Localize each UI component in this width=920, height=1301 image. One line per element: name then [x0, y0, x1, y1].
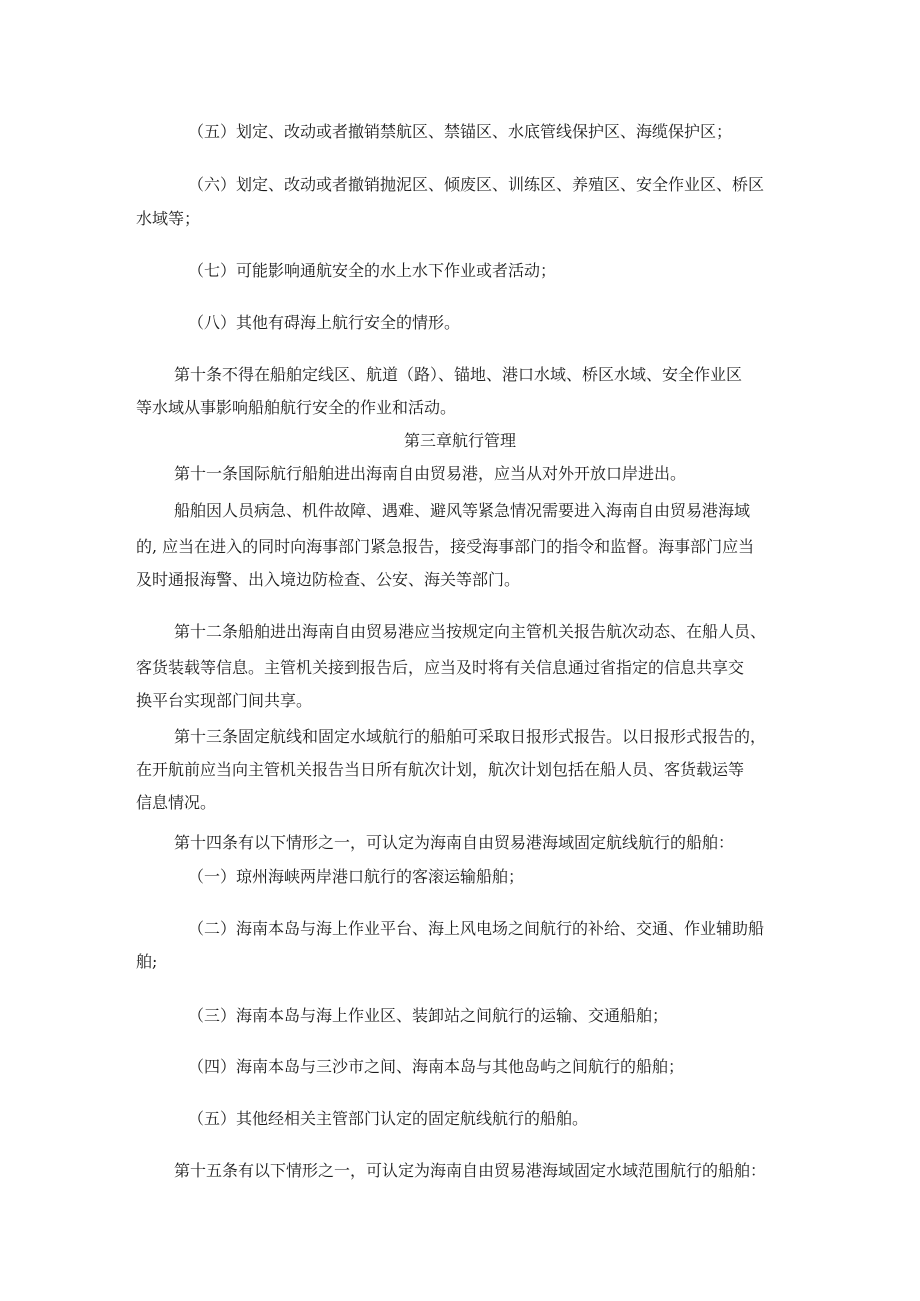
paragraph-item-6-cont: 水域等；: [136, 209, 201, 228]
article-10-cont: 等水域从事影响船舶航行安全的作业和活动。: [136, 398, 457, 417]
article-13-cont2: 信息情况。: [136, 793, 217, 812]
article-12-cont2: 换平台实现部门间共享。: [136, 691, 313, 710]
article-11-para-2-cont1: 的, 应当在进入的同时向海事部门紧急报告，接受海事部门的指令和监督。海事部门应当: [136, 537, 755, 556]
article-14-item-3: （三）海南本岛与海上作业区、装卸站之间航行的运输、交通船舶；: [188, 1006, 669, 1025]
article-13-cont1: 在开航前应当向主管机关报告当日所有航次计划，航次计划包括在船人员、客货载运等: [136, 760, 745, 779]
paragraph-item-6: （六）划定、改动或者撤销抛泥区、倾废区、训练区、养殖区、安全作业区、桥区: [188, 175, 765, 194]
article-11-para-2-cont2: 及时通报海警、出入境边防检查、公安、海关等部门。: [136, 570, 521, 589]
paragraph-item-8: （八）其他有碍海上航行安全的情形。: [188, 313, 461, 332]
article-11: 第十一条国际航行船舶进出海南自由贸易港，应当从对外开放口岸进出。: [174, 464, 687, 483]
article-14-item-4: （四）海南本岛与三沙市之间、海南本岛与其他岛屿之间航行的船舶；: [188, 1057, 685, 1076]
paragraph-item-5: （五）划定、改动或者撤销禁航区、禁锚区、水底管线保护区、海缆保护区；: [188, 122, 733, 141]
article-13: 第十三条固定航线和固定水域航行的船舶可采取日报形式报告。以日报形式报告的，: [174, 727, 767, 746]
paragraph-item-7: （七）可能影响通航安全的水上水下作业或者活动；: [188, 261, 557, 280]
article-14-item-2-cont: 舶;: [136, 952, 158, 971]
article-14-item-2: （二）海南本岛与海上作业平台、海上风电场之间航行的补给、交通、作业辅助船: [188, 919, 765, 938]
article-11-para-2: 船舶因人员病急、机件故障、遇难、避风等紧急情况需要进入海南自由贸易港海域: [174, 501, 751, 520]
article-12-cont1: 客货装载等信息。主管机关接到报告后，应当及时将有关信息通过省指定的信息共享交: [136, 658, 745, 677]
chapter-heading: 第三章航行管理: [403, 431, 516, 450]
article-14: 第十四条有以下情形之一，可认定为海南自由贸易港海域固定航线航行的船舶：: [174, 833, 735, 852]
article-12: 第十二条船舶进出海南自由贸易港应当按规定向主管机关报告航次动态、在船人员、: [174, 622, 767, 641]
article-10: 第十条不得在船舶定线区、航道（路）、锚地、港口水域、桥区水域、安全作业区: [174, 365, 743, 384]
article-15: 第十五条有以下情形之一，可认定为海南自由贸易港海域固定水域范围航行的船舶：: [174, 1161, 767, 1180]
article-14-item-5: （五）其他经相关主管部门认定的固定航线航行的船舶。: [188, 1109, 589, 1128]
article-14-item-1: （一）琼州海峡两岸港口航行的客滚运输船舶；: [188, 867, 525, 886]
